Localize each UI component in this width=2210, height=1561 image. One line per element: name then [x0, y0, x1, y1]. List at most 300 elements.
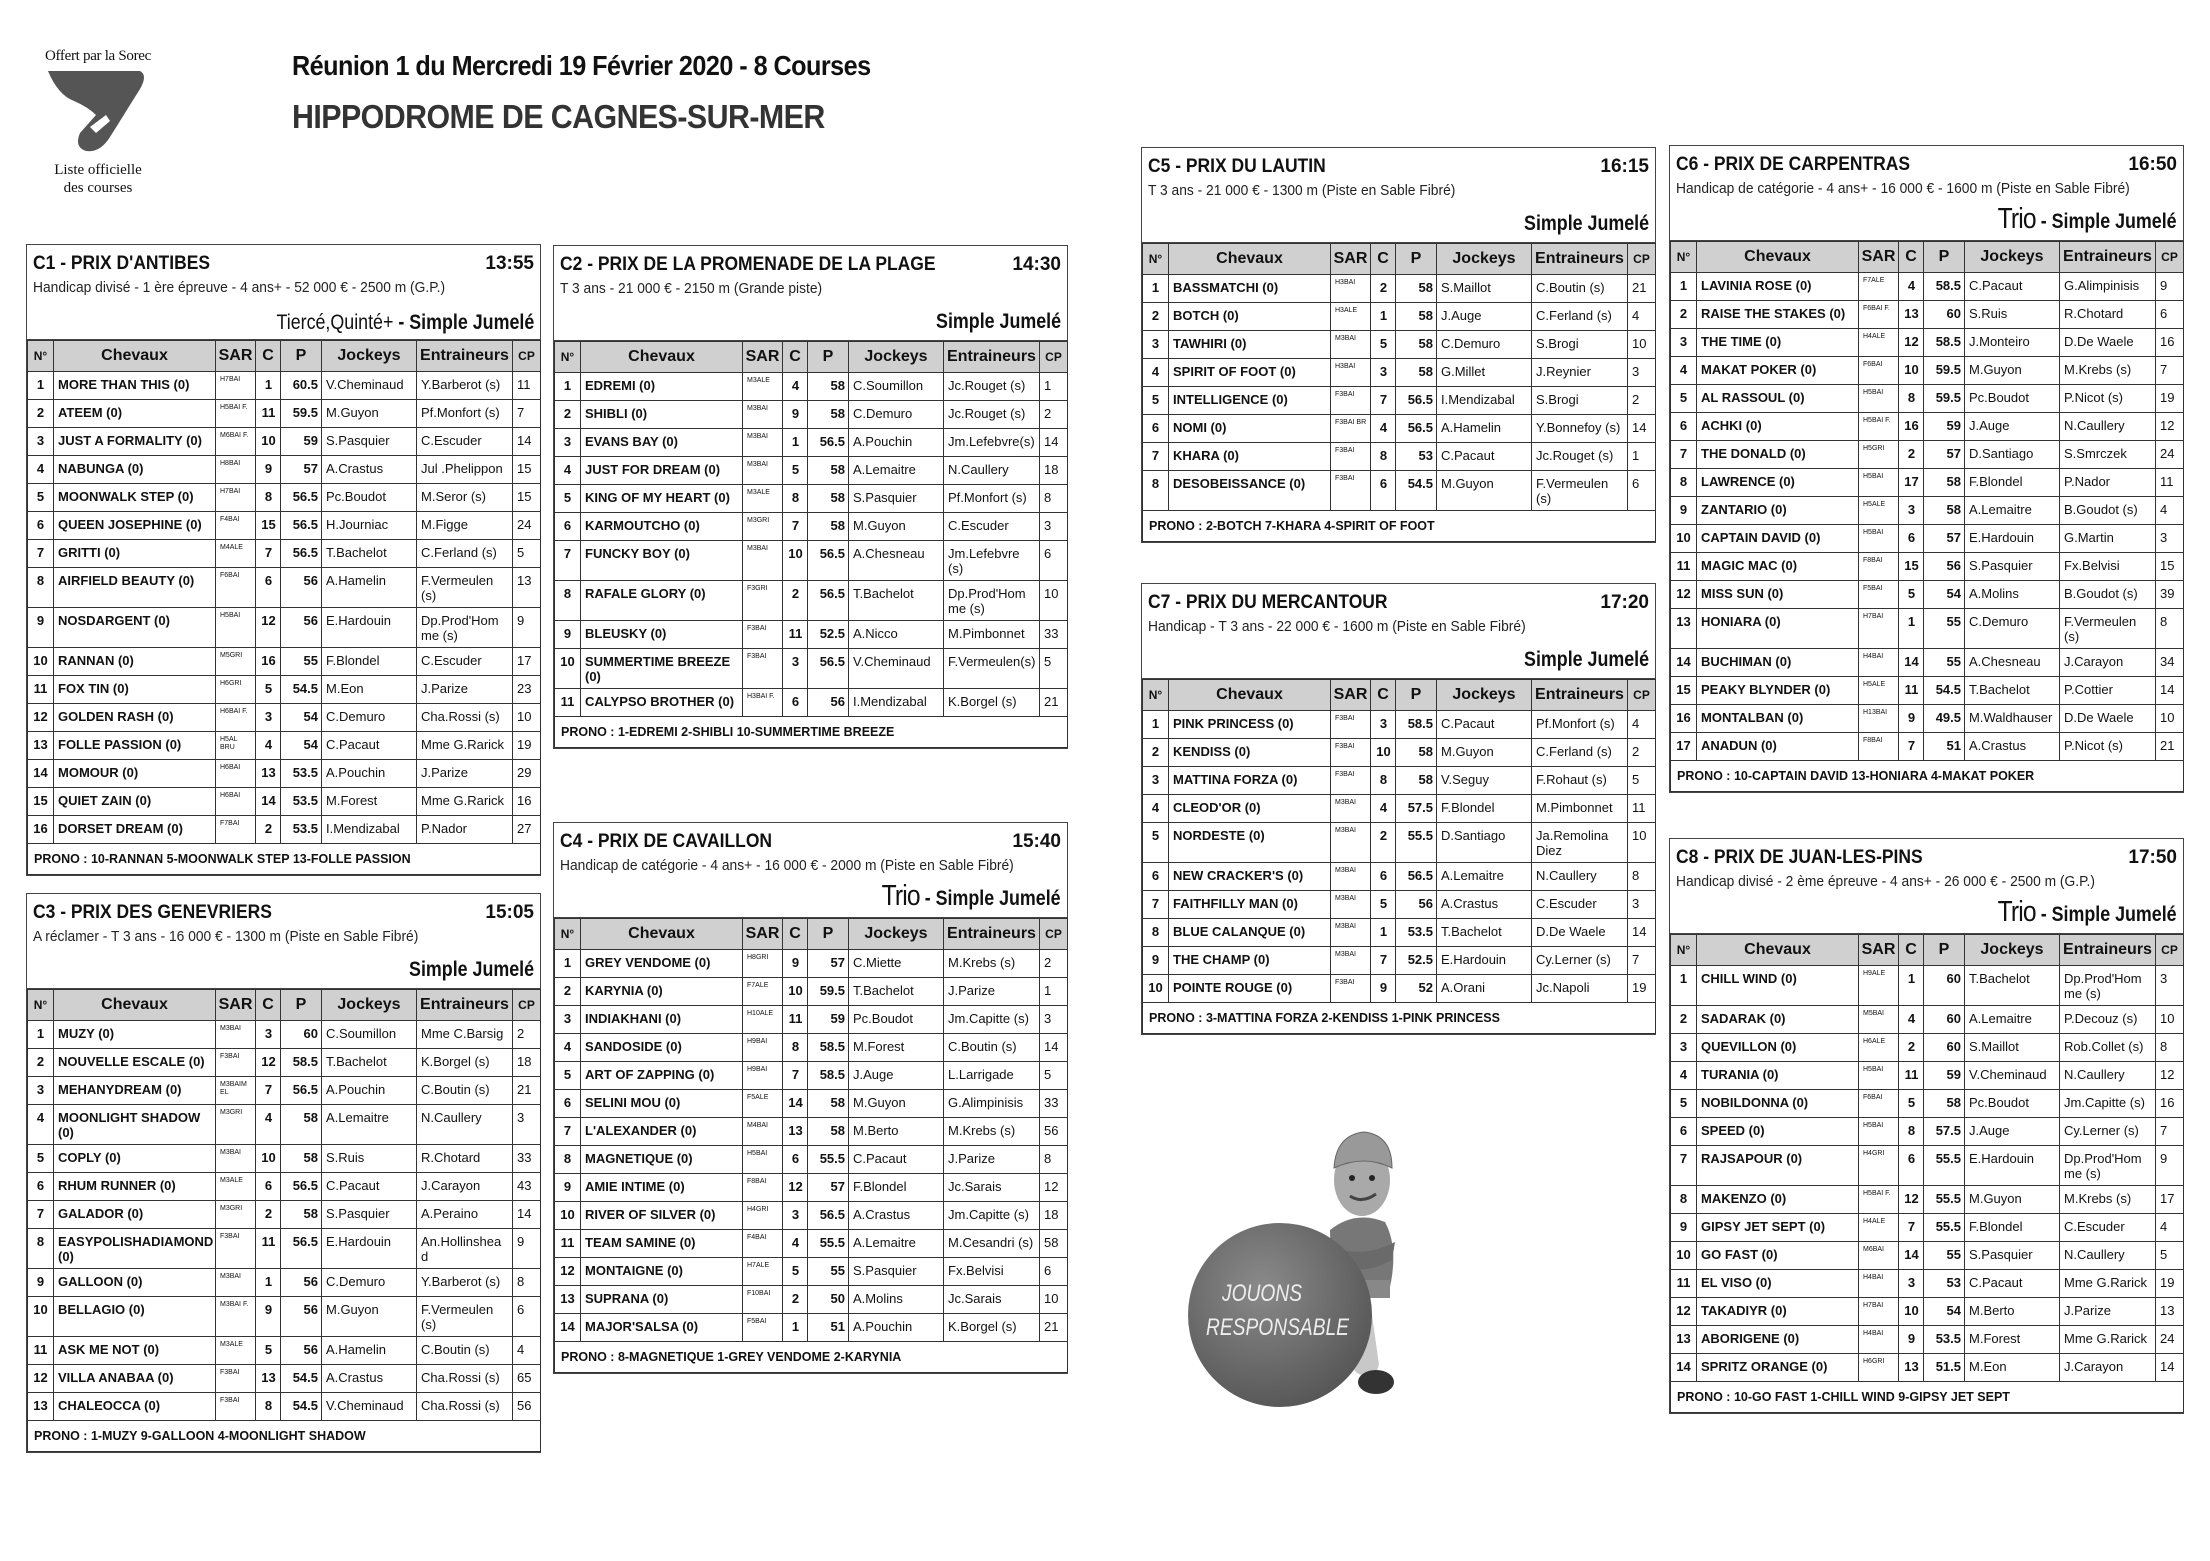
cell-cp: 14: [1628, 415, 1656, 443]
column-header-horse: Chevaux: [54, 341, 216, 372]
cell-n: 4: [555, 457, 581, 485]
column-header-sar: SAR: [1859, 935, 1899, 966]
table-row: [555, 1230, 1068, 1258]
cell-sar: H5BAI F.: [1859, 413, 1899, 441]
column-header-trainer: Entraineurs: [944, 342, 1040, 373]
cell-cp: 13: [2156, 1298, 2184, 1326]
table-header-row: [1671, 242, 2184, 273]
cell-c: 10: [1371, 739, 1396, 767]
cell-n: 10: [1671, 525, 1697, 553]
cell-trainer: Dp.Prod'Hom me (s): [2060, 966, 2156, 1006]
cell-horse: CALYPSO BROTHER (0): [581, 689, 743, 717]
column-header-cp: CP: [1628, 680, 1656, 711]
cell-trainer: P.Decouz (s): [2060, 1006, 2156, 1034]
cell-sar: F6BAI: [216, 568, 256, 608]
cell-trainer: K.Borgel (s): [944, 1314, 1040, 1342]
cell-jockey: F.Blondel: [322, 648, 417, 676]
cell-trainer: Y.Barberot (s): [417, 1269, 513, 1297]
table-row: [1671, 705, 2184, 733]
cell-horse: PEAKY BLYNDER (0): [1697, 677, 1859, 705]
prono: PRONO : 10-RANNAN 5-MOONWALK STEP 13-FOLLE PASSION: [28, 844, 541, 875]
column-header-horse: Chevaux: [581, 342, 743, 373]
table-row: [555, 978, 1068, 1006]
cell-trainer: C.Ferland (s): [1532, 739, 1628, 767]
cell-cp: 17: [2156, 1186, 2184, 1214]
cell-cp: 7: [513, 400, 541, 428]
cell-p: 55: [1924, 1242, 1965, 1270]
cell-n: 2: [555, 401, 581, 429]
cell-jockey: M.Waldhauser: [1965, 705, 2060, 733]
cell-n: 11: [1671, 1270, 1697, 1298]
cell-horse: SPRITZ ORANGE (0): [1697, 1354, 1859, 1382]
cell-p: 54.5: [281, 676, 322, 704]
cell-trainer: Y.Bonnefoy (s): [1532, 415, 1628, 443]
cell-c: 13: [783, 1118, 808, 1146]
cell-jockey: C.Demuro: [322, 704, 417, 732]
table-row: [28, 1105, 541, 1145]
cell-sar: H3ALE: [1331, 303, 1371, 331]
cell-n: 1: [555, 373, 581, 401]
table-row: [1143, 891, 1656, 919]
table-row: [28, 1077, 541, 1105]
cell-trainer: D.De Waele: [1532, 919, 1628, 947]
race-title: C1 - PRIX D'ANTIBES: [33, 253, 211, 274]
cell-horse: SUPRANA (0): [581, 1286, 743, 1314]
cell-trainer: F.Vermeulen (s): [1532, 471, 1628, 511]
table-row: [28, 1297, 541, 1337]
cell-p: 58: [281, 1105, 322, 1145]
cell-sar: F8BAI: [743, 1174, 783, 1202]
cell-c: 2: [783, 1286, 808, 1314]
cell-sar: F3BAI: [743, 649, 783, 689]
cell-horse: ART OF ZAPPING (0): [581, 1062, 743, 1090]
cell-cp: 29: [513, 760, 541, 788]
cell-p: 57.5: [1396, 795, 1437, 823]
table-row: [555, 1258, 1068, 1286]
cell-p: 55: [808, 1258, 849, 1286]
column-header-n: N°: [1671, 935, 1697, 966]
cell-sar: M3BAI: [1331, 947, 1371, 975]
table-row: [28, 676, 541, 704]
column-header-trainer: Entraineurs: [417, 341, 513, 372]
cell-n: 8: [555, 1146, 581, 1174]
cell-horse: RAISE THE STAKES (0): [1697, 301, 1859, 329]
cell-trainer: Dp.Prod'Hom me (s): [2060, 1146, 2156, 1186]
cell-trainer: F.Rohaut (s): [1532, 767, 1628, 795]
race-header: [554, 246, 1067, 341]
cell-c: 3: [1371, 711, 1396, 739]
cell-trainer: Cha.Rossi (s): [417, 704, 513, 732]
cell-trainer: P.Nicot (s): [2060, 733, 2156, 761]
cell-sar: F7BAI: [216, 816, 256, 844]
cell-trainer: C.Escuder: [944, 513, 1040, 541]
table-row: [1671, 1242, 2184, 1270]
table-row: [1671, 1270, 2184, 1298]
race-card-c8: [1669, 838, 2184, 1414]
cell-horse: ATEEM (0): [54, 400, 216, 428]
cell-jockey: J.Auge: [1965, 413, 2060, 441]
cell-sar: F3BAI: [216, 1393, 256, 1421]
cell-c: 4: [783, 373, 808, 401]
cell-jockey: E.Hardouin: [322, 1229, 417, 1269]
cell-sar: H7BAI: [216, 372, 256, 400]
cell-horse: AL RASSOUL (0): [1697, 385, 1859, 413]
cell-trainer: S.Brogi: [1532, 331, 1628, 359]
race-header: [27, 245, 540, 340]
cell-n: 7: [28, 1201, 54, 1229]
cell-horse: MORE THAN THIS (0): [54, 372, 216, 400]
column-header-sar: SAR: [216, 990, 256, 1021]
cell-horse: GO FAST (0): [1697, 1242, 1859, 1270]
cell-sar: H4ALE: [1859, 329, 1899, 357]
cell-cp: 8: [1040, 1146, 1068, 1174]
cell-jockey: J.Auge: [1965, 1118, 2060, 1146]
cell-p: 55.5: [1924, 1146, 1965, 1186]
table-row: [555, 541, 1068, 581]
cell-horse: ZANTARIO (0): [1697, 497, 1859, 525]
race-time: 15:05: [485, 902, 534, 923]
table-row: [555, 1062, 1068, 1090]
table-row: [1671, 1062, 2184, 1090]
cell-c: 12: [1899, 1186, 1924, 1214]
table-row: [1671, 1146, 2184, 1186]
cell-cp: 4: [2156, 497, 2184, 525]
cell-horse: CHALEOCCA (0): [54, 1393, 216, 1421]
column-header-sar: SAR: [743, 919, 783, 950]
cell-c: 4: [1371, 795, 1396, 823]
cell-p: 59.5: [808, 978, 849, 1006]
cell-sar: H4GRI: [1859, 1146, 1899, 1186]
cell-cp: 4: [1628, 303, 1656, 331]
cell-sar: F3BAI: [1331, 767, 1371, 795]
table-row: [28, 1229, 541, 1269]
table-row: [1143, 919, 1656, 947]
cell-horse: FOX TIN (0): [54, 676, 216, 704]
cell-jockey: F.Blondel: [1965, 1214, 2060, 1242]
cell-trainer: N.Caullery: [944, 457, 1040, 485]
cell-p: 56.5: [281, 540, 322, 568]
cell-p: 56.5: [281, 1229, 322, 1269]
cell-trainer: Mme G.Rarick: [417, 788, 513, 816]
column-header-c: C: [1371, 244, 1396, 275]
cell-cp: 5: [2156, 1242, 2184, 1270]
cell-jockey: J.Monteiro: [1965, 329, 2060, 357]
cell-n: 1: [555, 950, 581, 978]
table-row: [1143, 863, 1656, 891]
cell-n: 16: [28, 816, 54, 844]
cell-c: 7: [1371, 947, 1396, 975]
cell-n: 14: [555, 1314, 581, 1342]
cell-horse: MAKENZO (0): [1697, 1186, 1859, 1214]
cell-c: 14: [783, 1090, 808, 1118]
cell-sar: M3BAI: [216, 1021, 256, 1049]
cell-p: 53.5: [281, 816, 322, 844]
cell-c: 6: [1899, 1146, 1924, 1186]
cell-n: 14: [1671, 649, 1697, 677]
jouons-responsable-mascot: [1180, 1110, 1450, 1410]
cell-horse: QUIET ZAIN (0): [54, 788, 216, 816]
cell-n: 13: [28, 732, 54, 760]
cell-horse: FAITHFILLY MAN (0): [1169, 891, 1331, 919]
cell-trainer: D.De Waele: [2060, 329, 2156, 357]
cell-jockey: Pc.Boudot: [1965, 1090, 2060, 1118]
race-card-c4: [553, 822, 1068, 1374]
cell-n: 5: [1143, 387, 1169, 415]
cell-cp: 11: [2156, 469, 2184, 497]
table-row: [28, 1173, 541, 1201]
cell-c: 7: [1899, 1214, 1924, 1242]
cell-c: 4: [1899, 1006, 1924, 1034]
cell-trainer: S.Brogi: [1532, 387, 1628, 415]
cell-p: 58.5: [808, 1062, 849, 1090]
cell-sar: M3BAI: [1331, 795, 1371, 823]
cell-jockey: A.Lemaitre: [1965, 497, 2060, 525]
bet-type-prefix: Trio: [881, 880, 921, 912]
cell-p: 51: [808, 1314, 849, 1342]
cell-c: 4: [256, 1105, 281, 1145]
cell-p: 60: [281, 1021, 322, 1049]
cell-horse: ABORIGENE (0): [1697, 1326, 1859, 1354]
cell-sar: M3BAI: [1331, 331, 1371, 359]
cell-jockey: D.Santiago: [1437, 823, 1532, 863]
cell-sar: H5BAI: [1859, 469, 1899, 497]
cell-p: 54: [281, 732, 322, 760]
cell-horse: EDREMI (0): [581, 373, 743, 401]
cell-jockey: A.Crastus: [1437, 891, 1532, 919]
cell-cp: 2: [1040, 401, 1068, 429]
cell-sar: H7BAI: [216, 484, 256, 512]
cell-p: 53: [1924, 1270, 1965, 1298]
cell-sar: H5BAI: [1859, 1118, 1899, 1146]
cell-n: 5: [28, 484, 54, 512]
cell-cp: 3: [1040, 513, 1068, 541]
cell-jockey: M.Guyon: [849, 1090, 944, 1118]
cell-n: 12: [1671, 581, 1697, 609]
cell-jockey: C.Demuro: [1965, 609, 2060, 649]
cell-p: 55: [1924, 649, 1965, 677]
cell-n: 7: [1143, 443, 1169, 471]
cell-c: 5: [256, 676, 281, 704]
cell-sar: H6GRI: [1859, 1354, 1899, 1382]
cell-cp: 14: [1040, 429, 1068, 457]
cell-p: 54.5: [1924, 677, 1965, 705]
cell-c: 6: [1371, 863, 1396, 891]
cell-jockey: S.Pasquier: [322, 428, 417, 456]
cell-jockey: C.Pacaut: [1437, 443, 1532, 471]
cell-trainer: J.Parize: [417, 760, 513, 788]
cell-n: 6: [555, 513, 581, 541]
cell-horse: JUST FOR DREAM (0): [581, 457, 743, 485]
column-header-sar: SAR: [1331, 244, 1371, 275]
cell-sar: M3ALE: [216, 1173, 256, 1201]
cell-jockey: M.Eon: [1965, 1354, 2060, 1382]
cell-trainer: Pf.Monfort (s): [417, 400, 513, 428]
race-header: [1670, 839, 2183, 934]
cell-p: 58: [1396, 739, 1437, 767]
cell-n: 2: [555, 978, 581, 1006]
column-header-trainer: Entraineurs: [1532, 680, 1628, 711]
cell-n: 8: [28, 568, 54, 608]
cell-p: 52.5: [808, 621, 849, 649]
cell-p: 58.5: [808, 1034, 849, 1062]
cell-n: 10: [555, 1202, 581, 1230]
cell-cp: 16: [2156, 329, 2184, 357]
cell-jockey: A.Hamelin: [322, 1337, 417, 1365]
cell-jockey: A.Chesneau: [849, 541, 944, 581]
cell-cp: 18: [1040, 1202, 1068, 1230]
cell-p: 58: [808, 1118, 849, 1146]
cell-p: 58: [808, 485, 849, 513]
cell-trainer: K.Borgel (s): [417, 1049, 513, 1077]
cell-horse: DORSET DREAM (0): [54, 816, 216, 844]
prono-row: [1143, 1003, 1656, 1034]
cell-trainer: C.Ferland (s): [417, 540, 513, 568]
cell-cp: 39: [2156, 581, 2184, 609]
cell-jockey: I.Mendizabal: [322, 816, 417, 844]
cell-p: 49.5: [1924, 705, 1965, 733]
jockey-mascot-icon: [1180, 1110, 1450, 1410]
cell-trainer: Pf.Monfort (s): [1532, 711, 1628, 739]
cell-sar: H5ALE: [1859, 497, 1899, 525]
cell-p: 58.5: [1924, 273, 1965, 301]
cell-n: 11: [555, 689, 581, 717]
column-header-n: N°: [28, 990, 54, 1021]
cell-sar: F6BAI: [1859, 1090, 1899, 1118]
cell-cp: 10: [2156, 1006, 2184, 1034]
cell-sar: H4BAI: [1859, 649, 1899, 677]
cell-cp: 1: [1040, 373, 1068, 401]
cell-p: 54.5: [281, 1393, 322, 1421]
cell-n: 11: [1671, 553, 1697, 581]
cell-c: 5: [1371, 331, 1396, 359]
table-row: [1143, 767, 1656, 795]
cell-c: 8: [1371, 443, 1396, 471]
cell-jockey: E.Hardouin: [322, 608, 417, 648]
cell-p: 54.5: [281, 1365, 322, 1393]
bet-type: - Simple Jumelé: [2036, 903, 2177, 926]
cell-horse: TEAM SAMINE (0): [581, 1230, 743, 1258]
cell-p: 58: [808, 401, 849, 429]
cell-p: 58: [281, 1145, 322, 1173]
race-card-c3: [26, 893, 541, 1453]
cell-trainer: Jul .Phelippon: [417, 456, 513, 484]
cell-cp: 19: [513, 732, 541, 760]
cell-c: 1: [256, 1269, 281, 1297]
cell-p: 55: [281, 648, 322, 676]
cell-horse: GIPSY JET SEPT (0): [1697, 1214, 1859, 1242]
cell-horse: QUEEN JOSEPHINE (0): [54, 512, 216, 540]
cell-sar: H4GRI: [743, 1202, 783, 1230]
cell-n: 13: [555, 1286, 581, 1314]
cell-sar: F3BAI: [1331, 975, 1371, 1003]
cell-trainer: Pf.Monfort (s): [944, 485, 1040, 513]
cell-p: 53: [1396, 443, 1437, 471]
cell-sar: F3GRI: [743, 581, 783, 621]
cell-trainer: Jc.Rouget (s): [1532, 443, 1628, 471]
cell-jockey: S.Pasquier: [849, 485, 944, 513]
cell-c: 15: [256, 512, 281, 540]
cell-jockey: M.Guyon: [1965, 357, 2060, 385]
cell-trainer: Mme G.Rarick: [2060, 1270, 2156, 1298]
bet-type-prefix: Trio: [1997, 896, 2037, 928]
table-row: [1671, 301, 2184, 329]
column-header-jockey: Jockeys: [322, 990, 417, 1021]
cell-p: 58: [1924, 1090, 1965, 1118]
cell-sar: M3BAI: [216, 1145, 256, 1173]
cell-p: 56: [281, 1337, 322, 1365]
cell-jockey: A.Crastus: [322, 1365, 417, 1393]
cell-trainer: Jm.Capitte (s): [944, 1006, 1040, 1034]
cell-horse: SPEED (0): [1697, 1118, 1859, 1146]
cell-p: 58: [1924, 469, 1965, 497]
cell-trainer: F.Vermeulen (s): [2060, 609, 2156, 649]
cell-trainer: Jm.Lefebvre (s): [944, 541, 1040, 581]
cell-jockey: M.Guyon: [1437, 739, 1532, 767]
cell-jockey: C.Pacaut: [1965, 273, 2060, 301]
cell-sar: H6ALE: [1859, 1034, 1899, 1062]
cell-n: 8: [555, 581, 581, 621]
bet-types: [1524, 205, 1649, 238]
cell-jockey: A.Lemaitre: [322, 1105, 417, 1145]
cell-n: 7: [1143, 891, 1169, 919]
cell-cp: 33: [1040, 1090, 1068, 1118]
cell-c: 6: [783, 689, 808, 717]
race-conditions: A réclamer - T 3 ans - 16 000 € - 1300 m (Piste en Sable Fibré): [33, 928, 419, 945]
cell-cp: 3: [513, 1105, 541, 1145]
cell-n: 8: [1143, 919, 1169, 947]
table-row: [555, 581, 1068, 621]
cell-jockey: S.Pasquier: [1965, 1242, 2060, 1270]
cell-jockey: F.Blondel: [1965, 469, 2060, 497]
cell-jockey: M.Guyon: [1437, 471, 1532, 511]
cell-jockey: J.Auge: [849, 1062, 944, 1090]
cell-trainer: Cy.Lerner (s): [2060, 1118, 2156, 1146]
table-row: [28, 1393, 541, 1421]
cell-cp: 3: [2156, 966, 2184, 1006]
cell-jockey: S.Pasquier: [1965, 553, 2060, 581]
cell-horse: TAKADIYR (0): [1697, 1298, 1859, 1326]
cell-n: 3: [555, 1006, 581, 1034]
cell-sar: H5GRI: [1859, 441, 1899, 469]
cell-p: 58: [808, 457, 849, 485]
cell-horse: MOMOUR (0): [54, 760, 216, 788]
column-header-c: C: [1899, 242, 1924, 273]
prono-row: [1143, 511, 1656, 542]
cell-trainer: Ja.Remolina Diez: [1532, 823, 1628, 863]
cell-sar: H5BAI: [743, 1146, 783, 1174]
cell-horse: EL VISO (0): [1697, 1270, 1859, 1298]
horse-head-logo-icon: [40, 67, 150, 159]
cell-cp: 27: [513, 816, 541, 844]
cell-trainer: C.Boutin (s): [417, 1337, 513, 1365]
cell-p: 57: [281, 456, 322, 484]
race-header: [27, 894, 540, 989]
cell-cp: 11: [513, 372, 541, 400]
cell-c: 14: [256, 788, 281, 816]
cell-cp: 3: [1628, 891, 1656, 919]
table-row: [28, 788, 541, 816]
bet-type-prefix: Tiercé,Quinté+: [276, 311, 394, 334]
cell-c: 10: [256, 428, 281, 456]
cell-cp: 6: [513, 1297, 541, 1337]
cell-sar: M6BAI: [1859, 1242, 1899, 1270]
table-row: [1671, 1326, 2184, 1354]
cell-horse: SUMMERTIME BREEZE (0): [581, 649, 743, 689]
table-row: [1143, 387, 1656, 415]
cell-jockey: S.Ruis: [1965, 301, 2060, 329]
cell-sar: F3BAI: [216, 1365, 256, 1393]
cell-cp: 5: [513, 540, 541, 568]
